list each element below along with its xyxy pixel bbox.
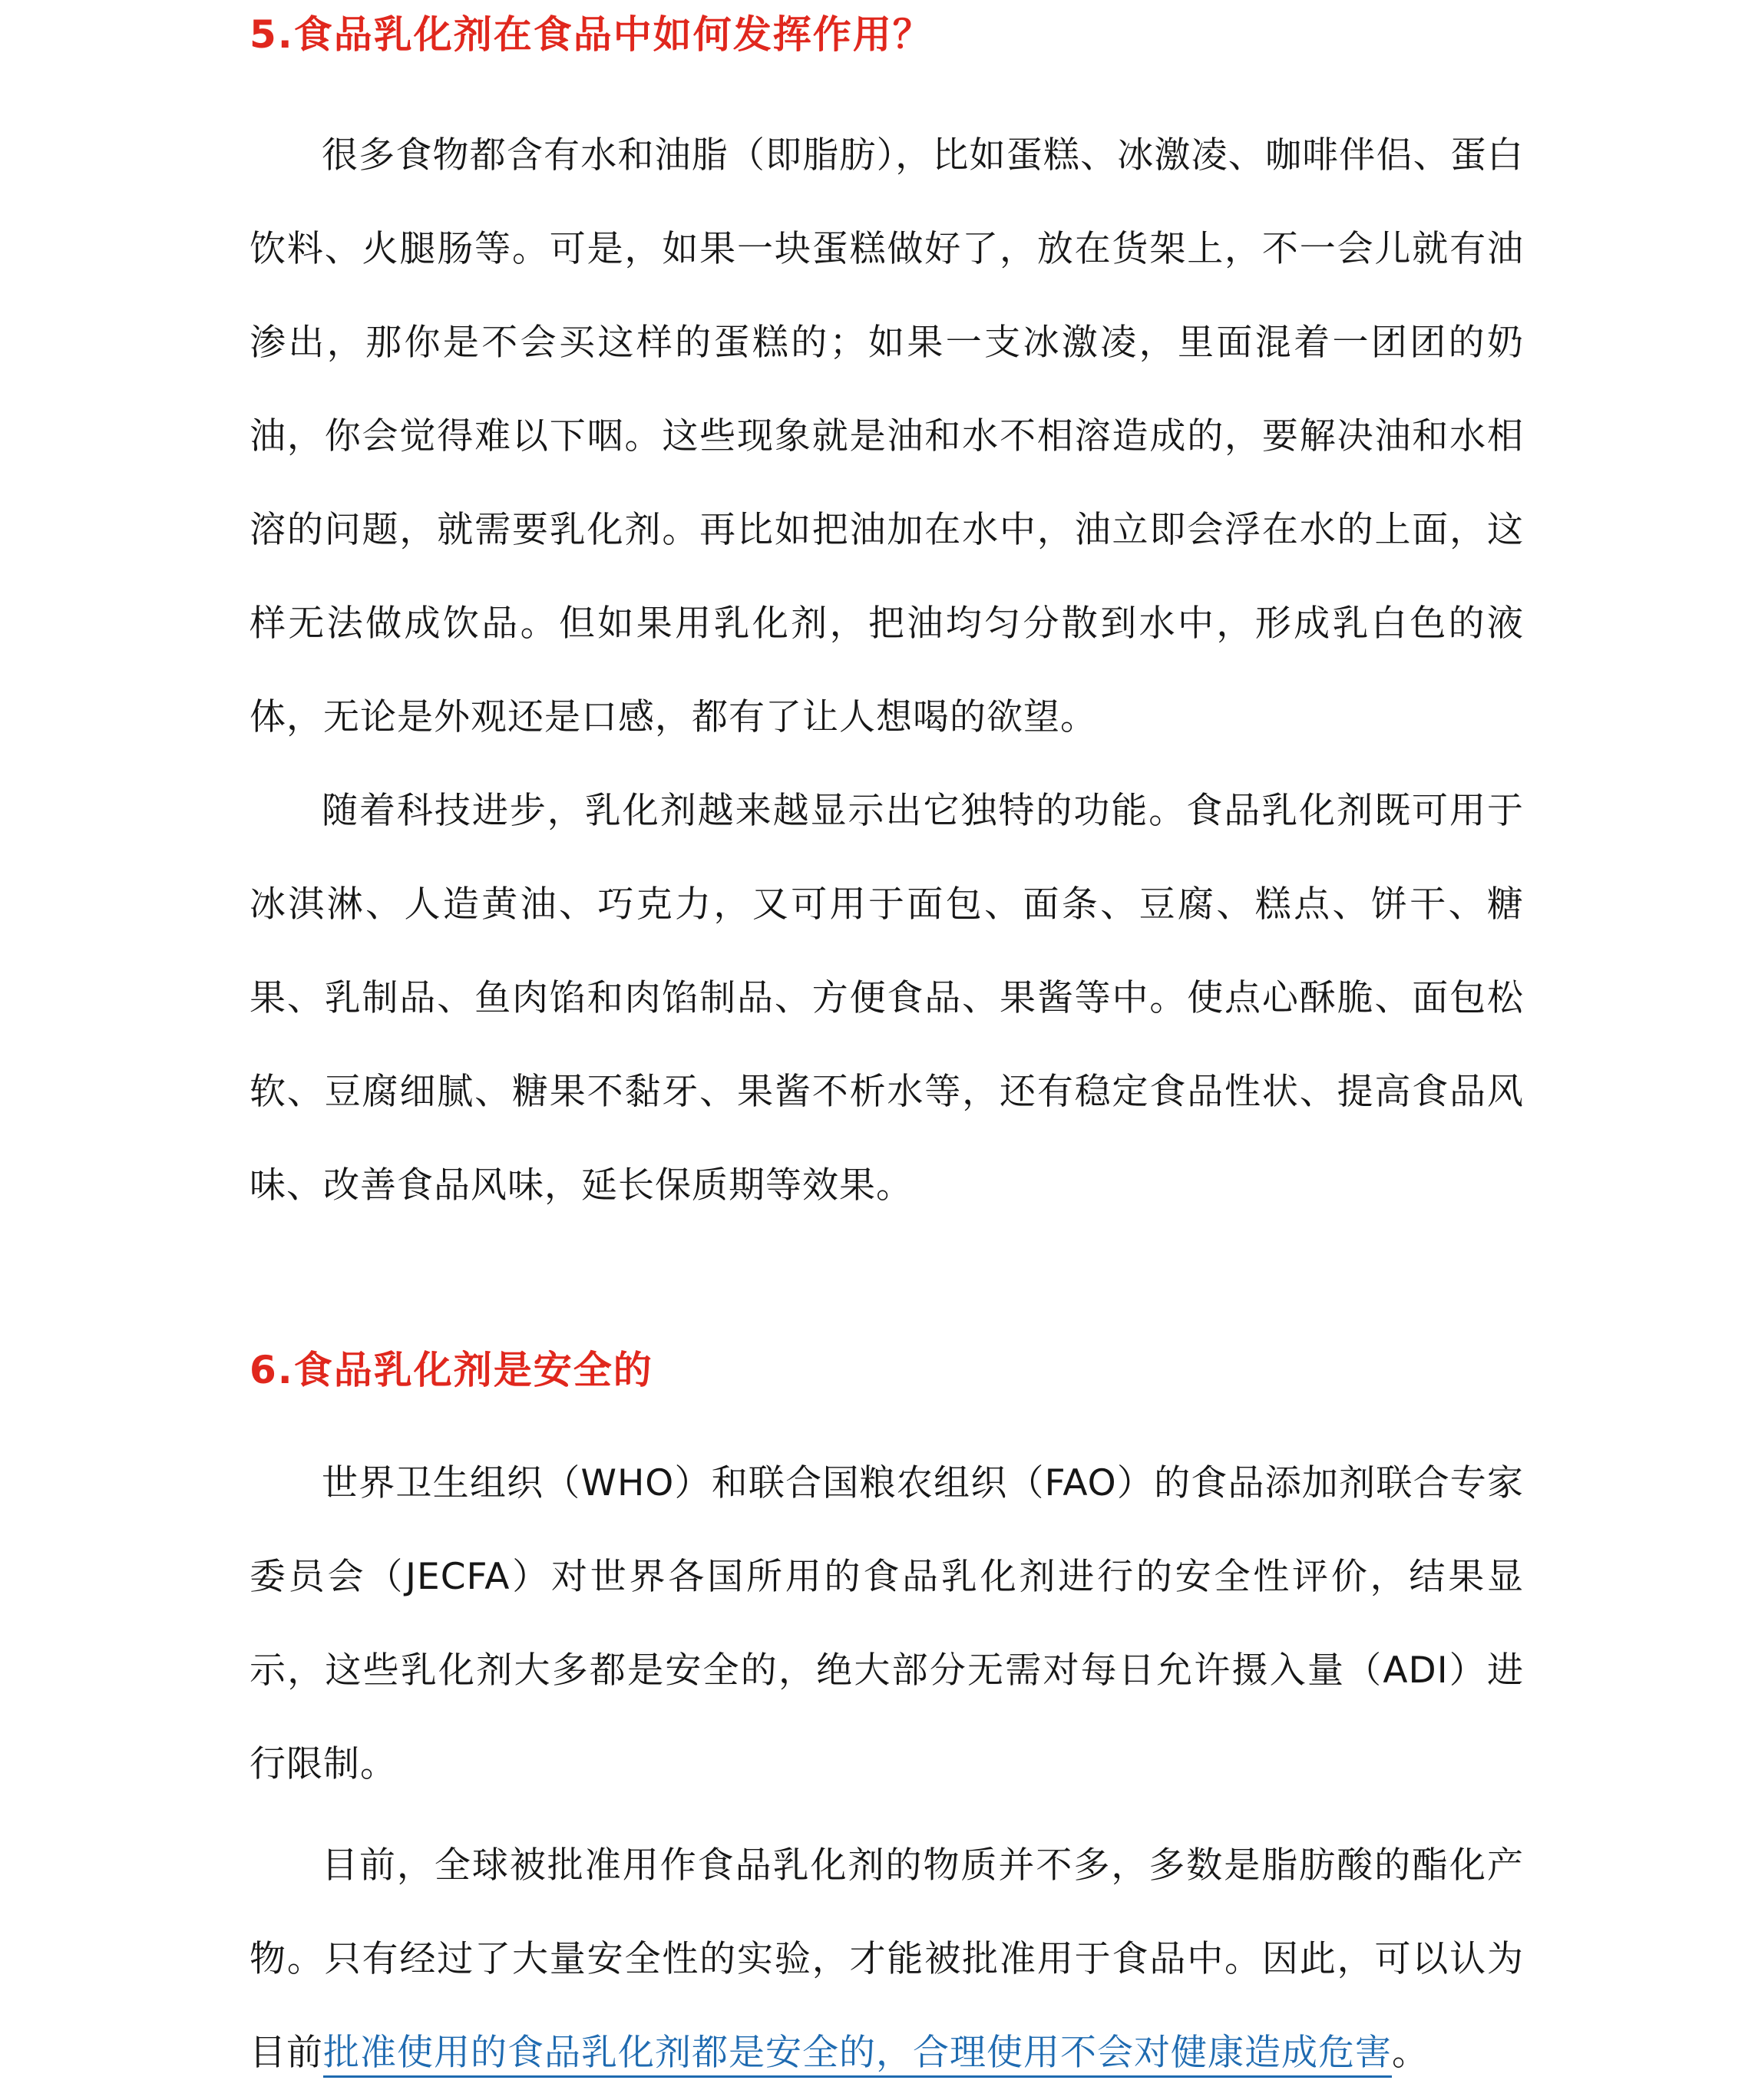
section-5-heading: 5.食品乳化剂在食品中如何发挥作用？ [250,12,933,57]
closing-text-after-link: 。 [1392,2032,1429,2074]
section-5-paragraph-2: 随着科技进步，乳化剂越来越显示出它独特的功能。食品乳化剂既可用于冰淇淋、人造黄油、巧克力，又可用于面包、面条、豆腐、糕点、饼干、糖果、乳制品、鱼肉馅和肉馅制品、方便食品、果酱等中。使点心酥脆、面包松软、豆腐细腻、糖果不黏牙、果酱不析水等，还有稳定食品性状、提高食品风味、改善食品风味，延长保质期等效果。 [250,790,1524,1207]
section-6-paragraph-2 [250,1819,1524,2100]
section-6-heading: 6.食品乳化剂是安全的 [250,1348,653,1392]
closing-text-before-link: 目前，全球被批准用作食品乳化剂的物质并不多，多数是脂肪酸的酯化产物。只有经过了大量安全性的实验，才能被批准用于食品中。因此，可以认为目前 [250,1844,1524,2074]
section-5-paragraph-1: 很多食物都含有水和油脂（即脂肪），比如蛋糕、冰激凌、咖啡伴侣、蛋白饮料、火腿肠等。可是，如果一块蛋糕做好了，放在货架上，不一会儿就有油渗出，那你是不会买这样的蛋糕的；如果一支冰激凌，里面混着一团团的奶油，你会觉得难以下咽。这些现象就是油和水不相溶造成的，要解决油和水相溶的问题，就需要乳化剂。再比如把油加在水中，油立即会浮在水的上面，这样无法做成饮品。但如果用乳化剂，把油均匀分散到水中，形成乳白色的液体，无论是外观还是口感，都有了让人想喝的欲望。 [250,134,1524,738]
approved-emulsifiers-safe-link[interactable]: 批准使用的食品乳化剂都是安全的，合理使用不会对健康造成危害 [323,2032,1392,2074]
section-6-paragraph-1: 世界卫生组织（WHO）和联合国粮农组织（FAO）的食品添加剂联合专家委员会（JECFA）对世界各国所用的食品乳化剂进行的安全性评价，结果显示，这些乳化剂大多都是安全的，绝大部分无需对每日允许摄入量（ADI）进行限制。 [250,1462,1524,1785]
